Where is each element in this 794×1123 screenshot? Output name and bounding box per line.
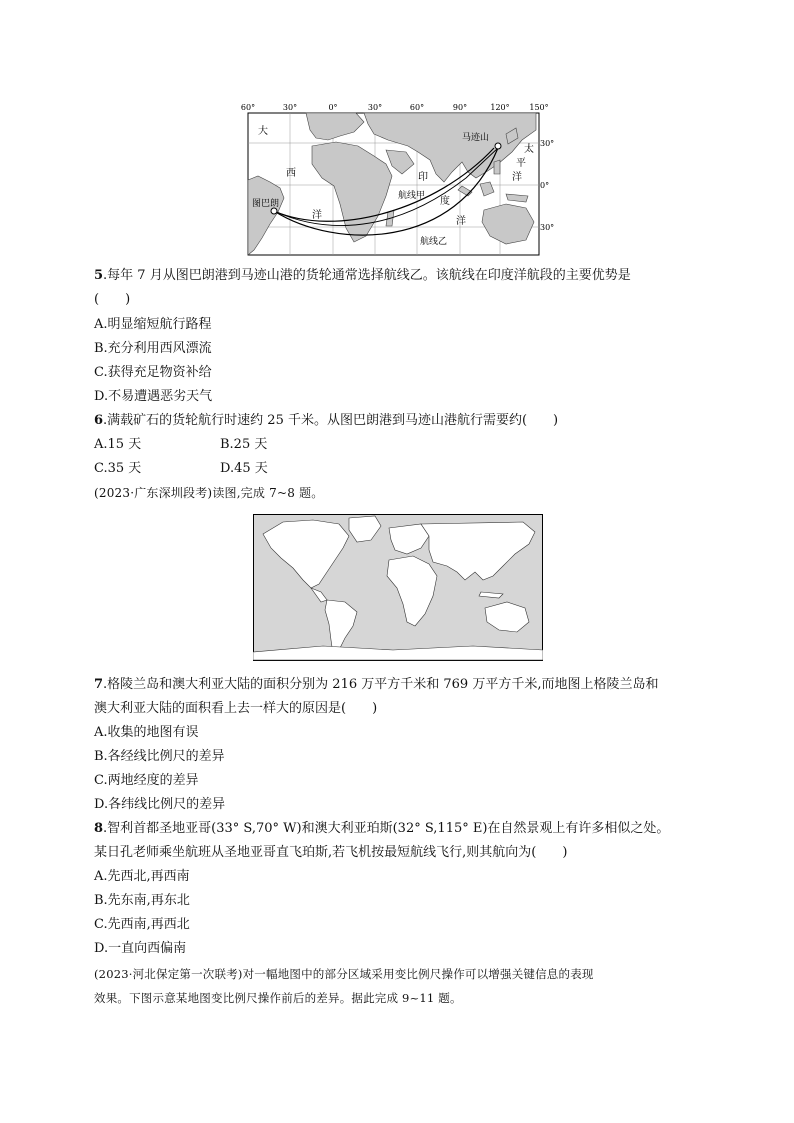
answer-bracket[interactable]: ( )	[94, 292, 131, 307]
lon-label: 30°	[282, 103, 298, 112]
option-c[interactable]: C.获得充足物资补给	[94, 365, 212, 380]
ocean-label: 大	[258, 126, 268, 137]
port-label: 马迹山	[462, 133, 490, 143]
majishan-port	[495, 143, 501, 149]
option-c[interactable]: C.35 天	[94, 461, 142, 476]
lat-label: 30°	[540, 139, 555, 148]
option-b[interactable]: B.先东南,再东北	[94, 893, 190, 908]
option-a[interactable]: A.先西北,再西南	[94, 869, 190, 884]
option-c[interactable]: C.先西南,再西北	[94, 917, 190, 932]
section-intro-line2: 效果。下图示意某地图变比例尺操作前后的差异。据此完成 9~11 题。	[94, 991, 462, 1005]
option-a[interactable]: A.明显缩短航行路程	[94, 317, 212, 332]
question-7-line2: 澳大利亚大陆的面积看上去一样大的原因是( )	[94, 701, 378, 716]
question-5	[94, 268, 631, 284]
section-intro: (2023·广东深圳段考)读图,完成 7~8 题。	[94, 486, 324, 500]
philippines-land	[494, 160, 500, 174]
lon-label: 90°	[452, 103, 468, 112]
option-a[interactable]: A.15 天	[94, 437, 142, 452]
ocean-label: 印	[418, 172, 428, 183]
section-intro: (2023·河北保定第一次联考)对一幅地图中的部分区域采用变比例尺操作可以增强关键信息的表现	[94, 967, 594, 981]
question-text: .智利首都圣地亚哥(33° S,70° W)和澳大利亚珀斯(32° S,115° E)在自然景观上有许多相似之处。	[103, 821, 670, 836]
option-a[interactable]: A.收集的地图有误	[94, 725, 199, 740]
ocean-label: 平	[516, 158, 526, 169]
question-8-line2: 某日孔老师乘坐航班从圣地亚哥直飞珀斯,若飞机按最短航线飞行,则其航向为( )	[94, 845, 568, 860]
lat-label: 30°	[540, 223, 555, 232]
option-d[interactable]: D.不易遭遇恶劣天气	[94, 389, 213, 404]
route-label: 航线甲	[398, 191, 426, 201]
question-number: 8	[94, 821, 104, 836]
question-number: 7	[94, 677, 104, 692]
option-b[interactable]: B.各经线比例尺的差异	[94, 749, 225, 764]
question-6	[94, 413, 558, 429]
ocean-label: 洋	[312, 210, 322, 221]
question-7	[94, 677, 658, 693]
question-number: 5	[94, 268, 104, 283]
option-b[interactable]: B.25 天	[220, 437, 268, 452]
lon-label: 120°	[490, 103, 510, 112]
question-number: 6	[94, 413, 104, 428]
port-label: 图巴朗	[252, 199, 280, 209]
lat-label: 0°	[540, 181, 550, 190]
lon-label: 60°	[409, 103, 425, 112]
option-c[interactable]: C.两地经度的差异	[94, 773, 199, 788]
question-8	[94, 821, 669, 837]
question-text: .格陵兰岛和澳大利亚大陆的面积分别为 216 万平方千米和 769 万平方千米,而地图上格陵兰岛和	[103, 677, 659, 692]
route-label: 航线乙	[420, 237, 448, 247]
option-d[interactable]: D.一直向西偏南	[94, 941, 187, 956]
ocean-label: 洋	[512, 172, 522, 183]
lon-label: 150°	[529, 103, 549, 112]
ocean-label: 洋	[456, 216, 466, 227]
option-d[interactable]: D.各纬线比例尺的差异	[94, 797, 226, 812]
lon-label: 60°	[240, 103, 256, 112]
world-map	[253, 514, 543, 661]
ocean-label: 太	[524, 144, 534, 155]
option-d[interactable]: D.45 天	[220, 461, 268, 476]
option-b[interactable]: B.充分利用西风漂流	[94, 341, 212, 356]
route-map	[236, 100, 556, 260]
lon-label: 30°	[367, 103, 383, 112]
ocean-label: 度	[440, 196, 450, 207]
question-text: .每年 7 月从图巴朗港到马迹山港的货轮通常选择航线乙。该航线在印度洋航段的主要优势是	[103, 268, 631, 283]
lon-label: 0°	[328, 103, 338, 112]
ocean-label: 西	[286, 168, 296, 179]
question-text: .满载矿石的货轮航行时速约 25 千米。从图巴朗港到马迹山港航行需要约( )	[103, 413, 559, 428]
